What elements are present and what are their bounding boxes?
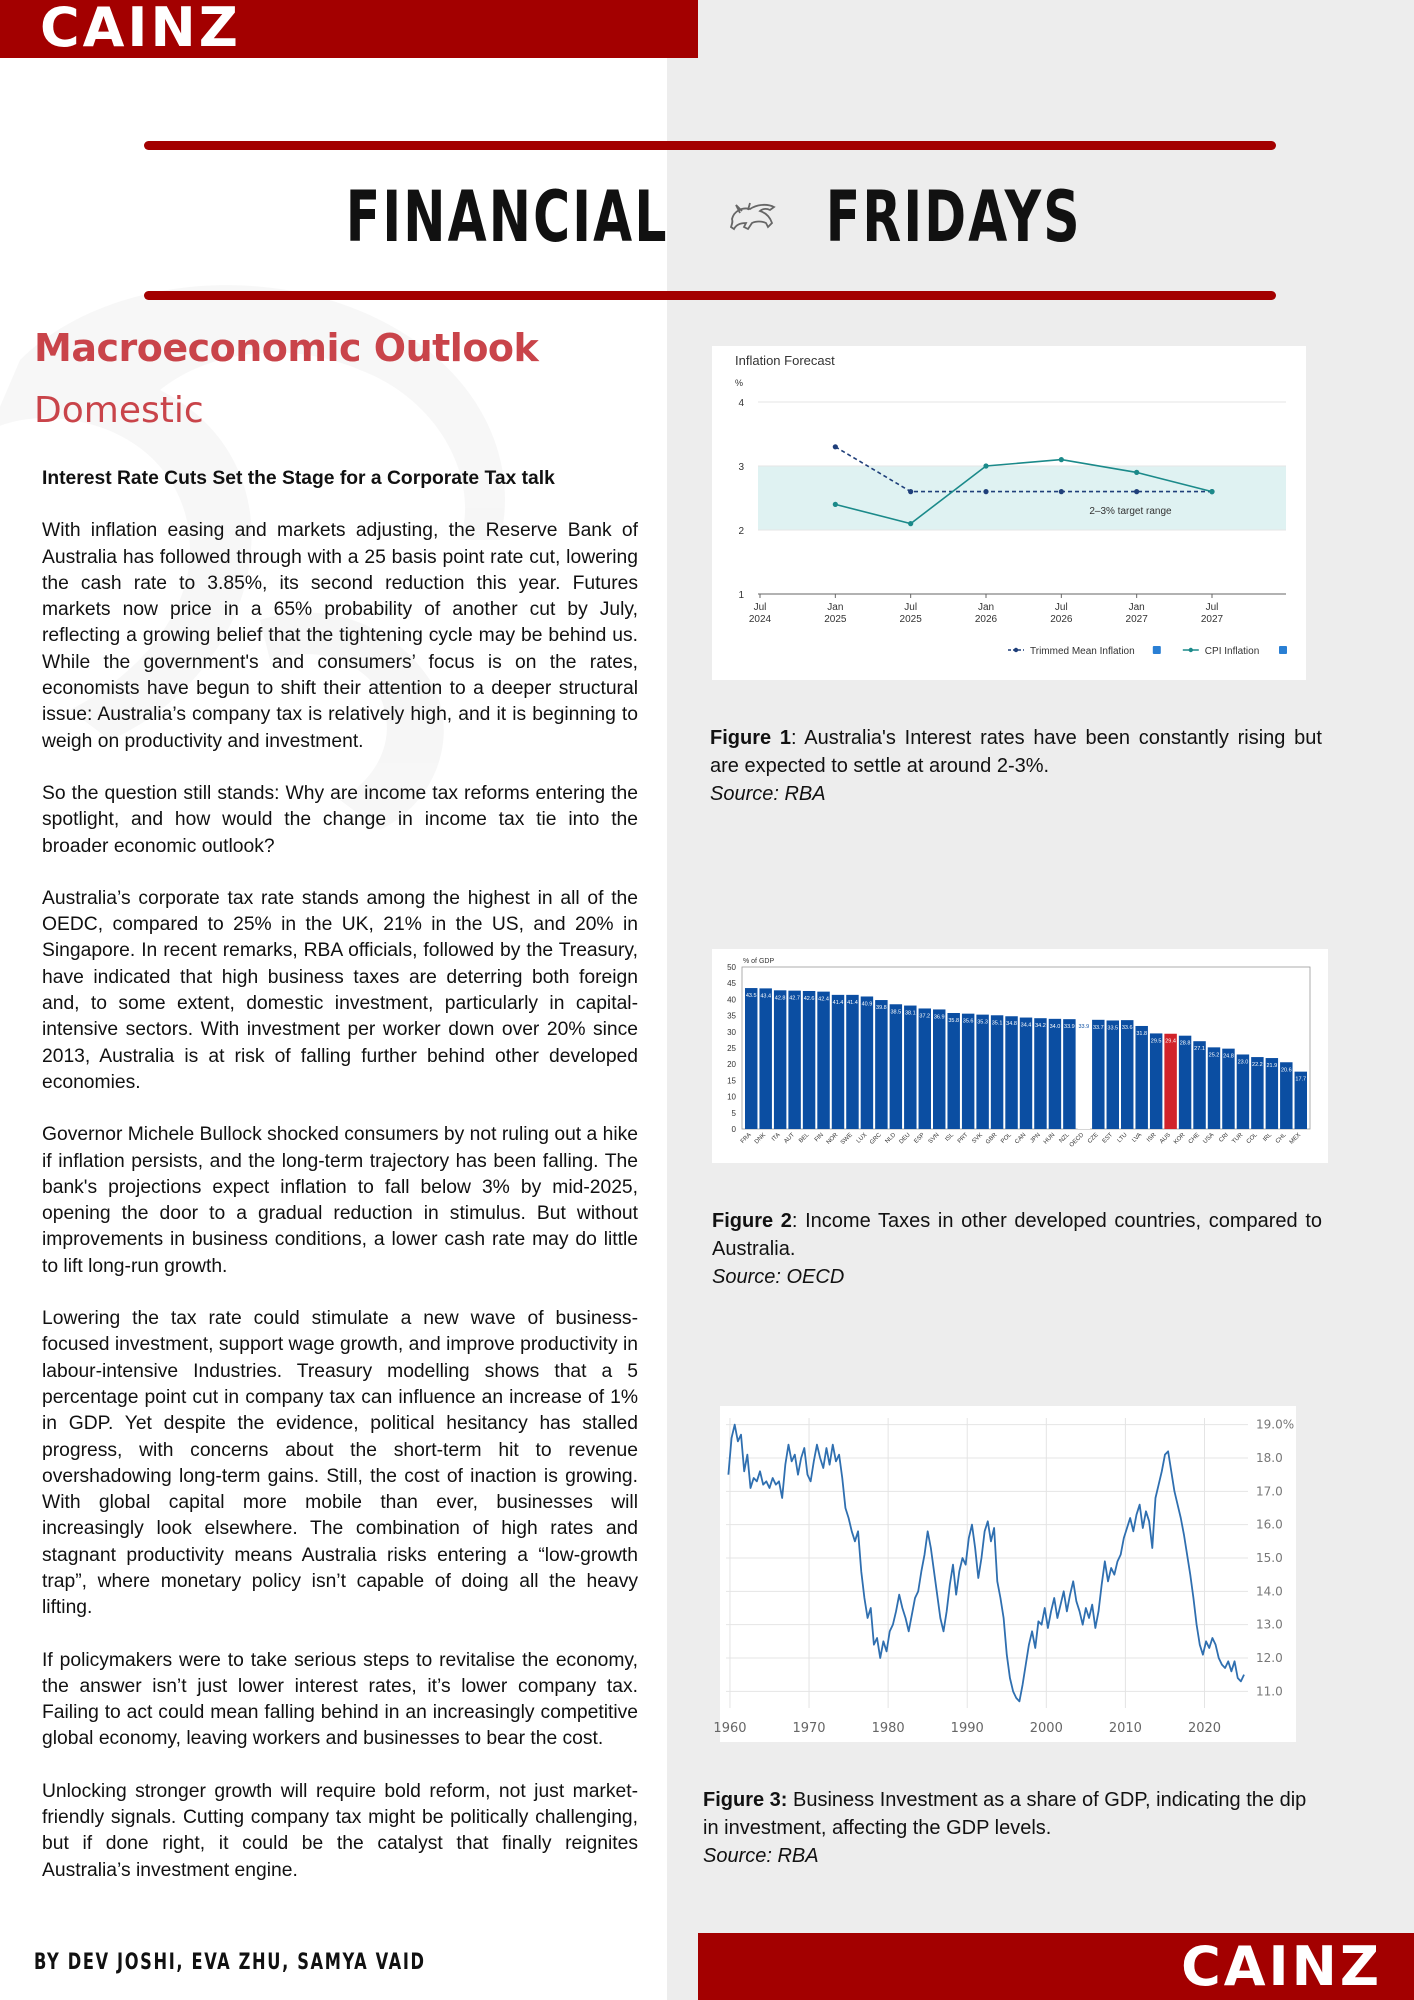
x-tick-label: SVK <box>971 1132 985 1145</box>
data-point <box>908 521 913 526</box>
x-tick-label: SWE <box>839 1132 854 1147</box>
bar-value-label: 40.9 <box>861 1001 873 1008</box>
x-tick-label: EST <box>1101 1132 1115 1145</box>
bar-value-label: 39.8 <box>876 1005 887 1012</box>
data-point <box>833 502 838 507</box>
y-tick-label: 25 <box>727 1044 736 1053</box>
legend-label: Trimmed Mean Inflation <box>1030 646 1135 657</box>
x-tick-label: 2000 <box>1029 1721 1063 1736</box>
x-tick-label: MEX <box>1288 1132 1303 1146</box>
y-tick-label: 14.0 <box>1256 1584 1283 1599</box>
bar <box>875 1000 887 1129</box>
masthead-left-word: FINANCIAL <box>345 176 669 258</box>
bar-value-label: 35.1 <box>991 1020 1003 1027</box>
y-tick-label: 13.0 <box>1256 1617 1283 1632</box>
bar-value-label: 23.0 <box>1237 1059 1249 1066</box>
bar-value-label: 42.6 <box>803 995 815 1002</box>
bar-value-label: 41.4 <box>847 999 858 1006</box>
bar <box>890 1004 902 1129</box>
bar-value-label: 17.7 <box>1295 1076 1307 1083</box>
figure-3-caption <box>703 1786 1313 1870</box>
x-tick-label: LUX <box>855 1132 869 1145</box>
bar <box>745 988 757 1129</box>
x-tick-label: TUR <box>1231 1132 1245 1146</box>
bar <box>846 995 858 1129</box>
y-tick-label: 40 <box>727 995 736 1005</box>
bar-value-label: 42.8 <box>774 995 786 1002</box>
target-band <box>758 466 1286 530</box>
bar <box>1078 1019 1090 1129</box>
y-tick-label: 4 <box>738 398 744 409</box>
caption-source: Source: RBA <box>710 783 826 805</box>
x-tick-label: Jan <box>1128 602 1145 613</box>
x-tick-label: 2020 <box>1187 1721 1222 1736</box>
article-paragraph: With inflation easing and markets adjusting, the Reserve Bank of Australia has followed through with a 25 basis point rate cut, lowering the cash rate to 3.85%, its second reduction this year. Futures markets now price in a 65% probability of another cut by July, reflecting a growing belief that the tightening cycle may be behind us. While the government's and consumers’ focus is on the rates, economists have begun to shift their attention to a deeper structural issue: Australia’s company tax is relatively high, and it is beginning to weigh on productivity and investment. <box>42 520 638 752</box>
legend-marker <box>1014 648 1018 652</box>
legend-checkbox <box>1153 646 1161 654</box>
bar-value-label: 35.8 <box>948 1018 960 1025</box>
y-tick-label: 18.0 <box>1256 1451 1283 1465</box>
x-tick-label: KOR <box>1173 1132 1187 1146</box>
x-tick-label: Jan <box>827 602 844 613</box>
y-tick-label: 12.0 <box>1256 1651 1283 1665</box>
x-tick-label: Jul <box>753 602 767 613</box>
legend-label: CPI Inflation <box>1204 646 1260 657</box>
article-paragraph: Unlocking stronger growth will require bold reform, not just market-friendly signals. Cutting company tax might be politically challenging, but if done right, it could be the catalyst that finally reignites Australia’s investment engine. <box>42 1780 638 1881</box>
x-tick-label: 2010 <box>1108 1721 1142 1736</box>
x-tick-label: NZL <box>1058 1132 1071 1145</box>
article-paragraph: If policymakers were to take serious steps to revitalise the economy, the answer isn’t just lower interest rates, it’s lower company tax. Failing to act could mean falling behind in an increasingly competitive global economy, leaving workers and businesses to bear the cost. <box>42 1649 638 1750</box>
x-tick-label: NLD <box>884 1132 898 1145</box>
y-tick-label: 3 <box>738 462 744 473</box>
y-tick-label: 1 <box>738 590 744 601</box>
masthead-rule-bottom <box>144 291 1276 300</box>
y-tick-label: 5 <box>731 1108 736 1118</box>
figure-2-caption <box>712 1207 1322 1291</box>
x-tick-label: IRL <box>1262 1132 1274 1144</box>
x-tick-label: 2024 <box>748 614 772 625</box>
caption-text: : Australia's Interest rates have been constantly rising but are expected to settle at around 2-3%. <box>710 727 1322 777</box>
data-point <box>1209 489 1214 494</box>
article-headline: Interest Rate Cuts Set the Stage for a Corporate Tax talk <box>42 468 555 489</box>
bar-value-label: 27.1 <box>1194 1046 1205 1053</box>
y-tick-label: 16.0 <box>1256 1517 1283 1532</box>
bar <box>1005 1016 1017 1129</box>
x-tick-label: Jul <box>904 602 918 613</box>
bar <box>1237 1054 1249 1129</box>
bar <box>1164 1034 1176 1129</box>
masthead <box>0 176 1414 266</box>
article-paragraph: Lowering the tax rate could stimulate a new wave of business-focused investment, support wage growth, and improve productivity in labour-intensive Industries. Treasury modelling shows that a 5 percentage point cut in company tax can influence an increase of 1% in GDP. Yet despite the evidence, political hesitancy has stalled progress, with concerns about the short-term hit to revenue overshadowing long-term gains. Still, the cost of inaction is growing. With global capital more mobile than ever, businesses will increasingly look elsewhere. The combination of high rates and stagnant productivity means Australia risks entering a “low-growth trap”, where monetary policy isn’t capable of doing all the heavy lifting. <box>42 1308 638 1619</box>
bar-value-label: 35.6 <box>962 1018 974 1025</box>
x-tick-label: LVA <box>1131 1132 1144 1144</box>
x-tick-label: AUT <box>783 1132 797 1145</box>
bar <box>933 1009 945 1129</box>
brand-logo: CAINZ <box>40 0 241 59</box>
bar-value-label: 38.1 <box>904 1010 916 1017</box>
bar <box>1034 1018 1046 1129</box>
business-investment-chart <box>713 1406 1296 1742</box>
bar-value-label: 33.6 <box>1121 1025 1133 1032</box>
bar <box>1063 1019 1075 1129</box>
x-tick-label: CRI <box>1218 1132 1230 1144</box>
bar-value-label: 34.0 <box>1049 1023 1061 1030</box>
x-tick-label: 2025 <box>824 614 847 625</box>
bar-value-label: 20.6 <box>1280 1067 1292 1074</box>
legend-checkbox <box>1279 646 1287 654</box>
x-tick-label: HUN <box>1042 1132 1057 1146</box>
x-tick-label: 2027 <box>1125 614 1148 625</box>
bar-value-label: 36.9 <box>933 1014 945 1021</box>
figure-2-chart <box>712 949 1328 1163</box>
brand-logo-footer: CAINZ <box>1181 1935 1382 1998</box>
x-tick-label: COL <box>1245 1132 1259 1146</box>
figure-1-chart <box>712 346 1306 680</box>
data-point <box>1059 489 1064 494</box>
bar <box>1150 1033 1162 1129</box>
bar-value-label: 22.2 <box>1252 1062 1263 1069</box>
masthead-rule-top <box>144 141 1276 150</box>
caption-label: Figure 3: <box>703 1789 788 1811</box>
caption-text: : Income Taxes in other developed countries, compared to Australia. <box>712 1210 1323 1260</box>
x-tick-label: 1980 <box>871 1721 905 1736</box>
x-tick-label: ISR <box>1146 1132 1158 1144</box>
bar <box>1135 1026 1147 1129</box>
y-tick-label: 30 <box>727 1027 736 1037</box>
y-tick-label: 2 <box>738 526 744 537</box>
x-tick-label: CAN <box>1014 1132 1028 1146</box>
bar <box>788 991 800 1129</box>
page-title: Macroeconomic Outlook <box>34 326 539 370</box>
caption-source: Source: RBA <box>703 1845 819 1867</box>
x-tick-label: 2026 <box>974 614 998 625</box>
bar-value-label: 34.8 <box>1006 1021 1017 1028</box>
bar <box>1222 1049 1234 1129</box>
x-tick-label: SVN <box>927 1132 941 1146</box>
bar <box>962 1014 974 1129</box>
caption-label: Figure 2 <box>712 1210 792 1232</box>
data-point <box>1134 489 1139 494</box>
data-point <box>1059 457 1064 462</box>
bar-value-label: 33.9 <box>1064 1024 1075 1031</box>
x-tick-label: AUS <box>1159 1132 1173 1146</box>
band-label: 2–3% target range <box>1089 506 1172 517</box>
bar <box>803 991 815 1129</box>
y-axis-label: % of GDP <box>743 958 775 965</box>
data-point <box>908 489 913 494</box>
bar <box>1179 1036 1191 1129</box>
bar <box>947 1013 959 1129</box>
article-paragraph: Australia’s corporate tax rate stands among the highest in all of the OEDC, compared to 25% in the UK, 21% in the US, and 20% in Singapore. In recent remarks, RBA officials, followed by the Treasury, have indicated that high business taxes are deterring both foreign and, to some extent, domestic investment, particularly in capital-intensive sectors. With investment per worker down over 20% since 2013, Australia is at risk of falling further behind other developed economies. <box>42 887 638 1093</box>
bar-value-label: 42.7 <box>789 995 800 1002</box>
x-tick-label: CHE <box>1187 1132 1201 1146</box>
bar <box>1020 1018 1032 1129</box>
x-tick-label: Jan <box>977 602 995 613</box>
bar <box>861 996 873 1129</box>
y-tick-label: 45 <box>727 979 736 989</box>
data-point <box>1134 470 1139 475</box>
figure-3-chart <box>713 1406 1296 1742</box>
income-tax-bar-chart <box>712 949 1328 1163</box>
x-tick-label: USA <box>1202 1132 1216 1146</box>
x-tick-label: 1990 <box>950 1721 984 1736</box>
x-tick-label: GRC <box>869 1132 883 1146</box>
caption-source: Source: OECD <box>712 1266 845 1288</box>
x-tick-label: 2025 <box>899 614 922 625</box>
byline: BY DEV JOSHI, EVA ZHU, SAMYA VAID <box>34 1950 426 1975</box>
x-tick-label: CHL <box>1274 1132 1288 1145</box>
figure-1-caption <box>710 724 1322 808</box>
x-tick-label: 1960 <box>713 1721 747 1736</box>
y-axis-label: % <box>735 378 744 388</box>
bar <box>1193 1041 1205 1129</box>
y-tick-label: 15.0 <box>1256 1551 1283 1565</box>
x-tick-label: FRA <box>739 1132 753 1145</box>
bar <box>1208 1047 1220 1129</box>
bar <box>832 995 844 1129</box>
inflation-forecast-chart <box>712 346 1306 680</box>
y-tick-label: 10 <box>727 1092 736 1102</box>
bar-value-label: 28.8 <box>1179 1040 1191 1047</box>
series-line <box>728 1425 1244 1702</box>
bar-value-label: 29.4 <box>1165 1038 1176 1045</box>
y-tick-label: 17.0 <box>1256 1484 1283 1499</box>
x-tick-label: NOR <box>825 1132 840 1146</box>
caption-label: Figure 1 <box>710 727 792 749</box>
x-tick-label: BEL <box>798 1132 811 1145</box>
bar <box>759 988 771 1129</box>
bar <box>976 1015 988 1129</box>
x-tick-label: FIN <box>813 1132 825 1144</box>
y-tick-label: 35 <box>727 1011 736 1021</box>
bull-icon <box>726 197 780 237</box>
data-point <box>833 444 838 449</box>
article-paragraph: Governor Michele Bullock shocked consumers by not ruling out a hike if inflation persists, and the long-term trajectory has been falling. The bank's projections expect inflation to fall below 3% by mid-2025, opening the door to a gradual reduction in stimulus. But without improvements in business conditions, a lower cash rate may do little to lift long-run growth. <box>42 1124 638 1277</box>
y-tick-label: 0 <box>731 1125 736 1134</box>
masthead-right-word: FRIDAYS <box>825 176 1082 258</box>
bar-value-label: 25.2 <box>1208 1052 1220 1059</box>
y-tick-label: 20 <box>727 1060 736 1070</box>
legend-marker <box>1189 648 1193 652</box>
x-tick-label: PRT <box>956 1132 970 1145</box>
article-paragraph: So the question still stands: Why are income tax reforms entering the spotlight, and how would the change in income tax tie into the broader economic outlook? <box>42 782 638 857</box>
bar <box>991 1015 1003 1129</box>
data-point <box>983 489 988 494</box>
data-point <box>983 463 988 468</box>
x-tick-label: 2026 <box>1050 614 1073 625</box>
bar <box>919 1008 931 1129</box>
bar <box>774 990 786 1129</box>
bar <box>1092 1020 1104 1129</box>
x-tick-label: 1970 <box>792 1721 826 1736</box>
x-tick-label: DNK <box>753 1132 768 1146</box>
bar-value-label: 35.3 <box>977 1019 988 1026</box>
bar-value-label: 41.4 <box>832 999 844 1006</box>
x-tick-label: JPN <box>1029 1132 1042 1145</box>
x-tick-label: GBR <box>985 1132 999 1146</box>
x-tick-label: Jul <box>1054 602 1068 613</box>
x-tick-label: CZE <box>1086 1132 1100 1145</box>
bar-value-label: 42.4 <box>818 996 829 1003</box>
article-body <box>42 466 638 1910</box>
x-tick-label: ISL <box>944 1132 956 1143</box>
y-tick-label: 19.0% <box>1256 1417 1295 1432</box>
section-subtitle: Domestic <box>34 390 204 431</box>
bar <box>904 1006 916 1129</box>
bar-value-label: 37.2 <box>919 1013 931 1020</box>
x-tick-label: DEU <box>898 1132 912 1146</box>
bar-value-label: 38.5 <box>890 1009 902 1016</box>
y-tick-label: 15 <box>727 1076 736 1086</box>
bar-value-label: 29.5 <box>1150 1038 1162 1045</box>
bar-value-label: 33.5 <box>1107 1025 1119 1032</box>
x-tick-label: ITA <box>771 1132 782 1143</box>
x-tick-label: Jul <box>1205 602 1219 613</box>
x-tick-label: 2027 <box>1200 614 1224 625</box>
bar-value-label: 34.2 <box>1035 1023 1046 1030</box>
bar-value-label: 43.4 <box>760 993 772 1000</box>
bar-value-label: 31.8 <box>1136 1030 1148 1037</box>
caption-text: Business Investment as a share of GDP, indicating the dip in investment, affecting the GDP levels. <box>703 1789 1307 1839</box>
bar <box>1121 1020 1133 1129</box>
bar-value-label: 21.9 <box>1266 1063 1278 1070</box>
bar-value-label: 43.5 <box>745 993 757 1000</box>
x-tick-label: LTU <box>1116 1132 1129 1145</box>
x-tick-label: OECD <box>1068 1132 1086 1149</box>
chart-title: Inflation Forecast <box>735 353 835 368</box>
bar <box>1049 1019 1061 1129</box>
y-tick-label: 11.0 <box>1256 1684 1283 1699</box>
y-tick-label: 50 <box>727 963 736 972</box>
bar-value-label: 34.4 <box>1020 1022 1032 1029</box>
x-tick-label: ESP <box>913 1132 927 1145</box>
bar-value-label: 33.9 <box>1078 1024 1090 1031</box>
bar-value-label: 24.8 <box>1223 1053 1234 1060</box>
x-tick-label: POL <box>1000 1132 1013 1145</box>
bar <box>817 992 829 1129</box>
bar-value-label: 33.7 <box>1092 1024 1104 1031</box>
bar <box>1107 1020 1119 1129</box>
